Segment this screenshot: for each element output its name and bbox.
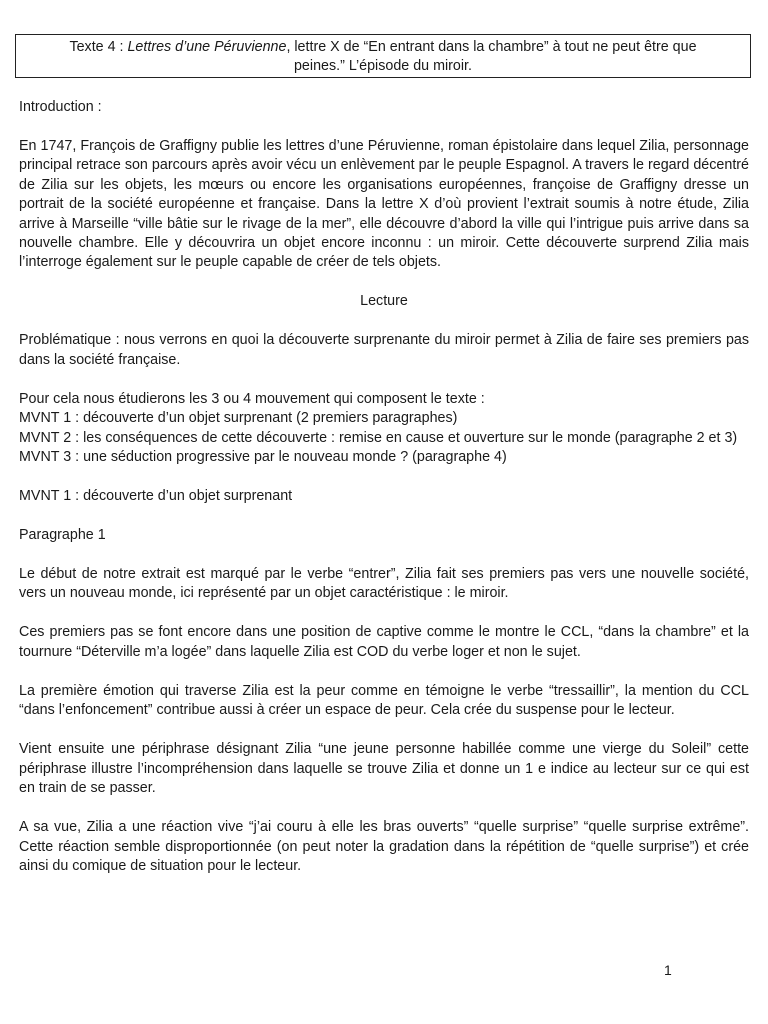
plan-intro: Pour cela nous étudierons les 3 ou 4 mouvement qui composent le texte : bbox=[19, 390, 485, 407]
lecture-heading: Lecture bbox=[360, 293, 408, 310]
mvnt-1-heading: MVNT 1 : découverte d’un objet surprenant bbox=[19, 488, 293, 505]
body-paragraph: A sa vue, Zilia a une réaction vive “j’ai couru à elle les bras ouverts” “quelle surprise” “quelle surprise extrême”. Cette réaction semble disproportionnée (on peut noter la gradation dans la répétition de “quelle surprise”) et crée ainsi du comique de situation pour le lecteur. bbox=[19, 819, 749, 874]
title-work: Lettres d’une Péruvienne bbox=[127, 39, 287, 55]
body-paragraph: Ces premiers pas se font encore dans une position de captive comme le montre le CCL, “dans la chambre” et la tournure “Déterville m’a logée” dans laquelle Zilia est COD du verbe loger et non le sujet. bbox=[19, 624, 749, 660]
introduction-heading: Introduction : bbox=[19, 99, 102, 115]
title-box bbox=[15, 34, 751, 78]
document-body bbox=[19, 98, 749, 876]
plan-mvnt-1: MVNT 1 : découverte d’un objet surprenant (2 premiers paragraphes) bbox=[19, 410, 458, 427]
introduction-paragraph: En 1747, François de Graffigny publie les lettres d’une Péruvienne, roman épistolaire dans lequel Zilia, personnage principal retrace son parcours après avoir vécu un enlèvement par le peuple Espagnol. A travers le regard décentré de Zilia sur les objets, les mœurs ou encore les organisations européennes, françoise de Graffigny dresse un portrait de la société européenne et française. Dans la lettre X d’où provient l’extrait soumis à notre étude, Zilia arrive à Marseille “ville bâtie sur le rivage de la mer”, elle découvre d’abord la ville qui l’intrigue puis arrive dans sa nouvelle chambre. Elle y découvrira un objet encore inconnu : un miroir. Cette découverte surprend Zilia mais l’interroge également sur le peuple capable de créer de tels objets. bbox=[19, 138, 749, 271]
body-paragraph: Le début de notre extrait est marqué par le verbe “entrer”, Zilia fait ses premiers pas vers une nouvelle société, vers un nouveau monde, ici représenté par un objet caractéristique : le miroir. bbox=[19, 566, 749, 602]
title-rest-line1: , lettre X de “En entrant dans la chambre” à tout ne peut être que bbox=[286, 39, 697, 55]
problematique-paragraph: Problématique : nous verrons en quoi la découverte surprenante du miroir permet à Zilia de faire ses premiers pas dans la société française. bbox=[19, 332, 749, 368]
title-prefix: Texte 4 : bbox=[69, 39, 128, 55]
page-number: 1 bbox=[664, 962, 672, 978]
paragraphe-1-heading: Paragraphe 1 bbox=[19, 527, 106, 544]
plan-mvnt-3: MVNT 3 : une séduction progressive par le nouveau monde ? (paragraphe 4) bbox=[19, 449, 507, 466]
plan-mvnt-2: MVNT 2 : les conséquences de cette découverte : remise en cause et ouverture sur le monde (paragraphe 2 et 3) bbox=[19, 429, 738, 446]
body-paragraph: Vient ensuite une périphrase désignant Zilia “une jeune personne habillée comme une vierge du Soleil” cette périphrase illustre l’incompréhension dans laquelle se trouve Zilia et donne un 1 e indice au lecteur sur ce qui est en train de se passer. bbox=[19, 741, 749, 797]
body-paragraph: La première émotion qui traverse Zilia est la peur comme en témoigne le verbe “tressaillir”, la mention du CCL “dans l’enfoncement” contribue aussi à créer un espace de peur. Cela crée du suspense pour le lecteur. bbox=[19, 682, 749, 719]
title-rest-line2: peines.” L’épisode du miroir. bbox=[293, 58, 473, 74]
